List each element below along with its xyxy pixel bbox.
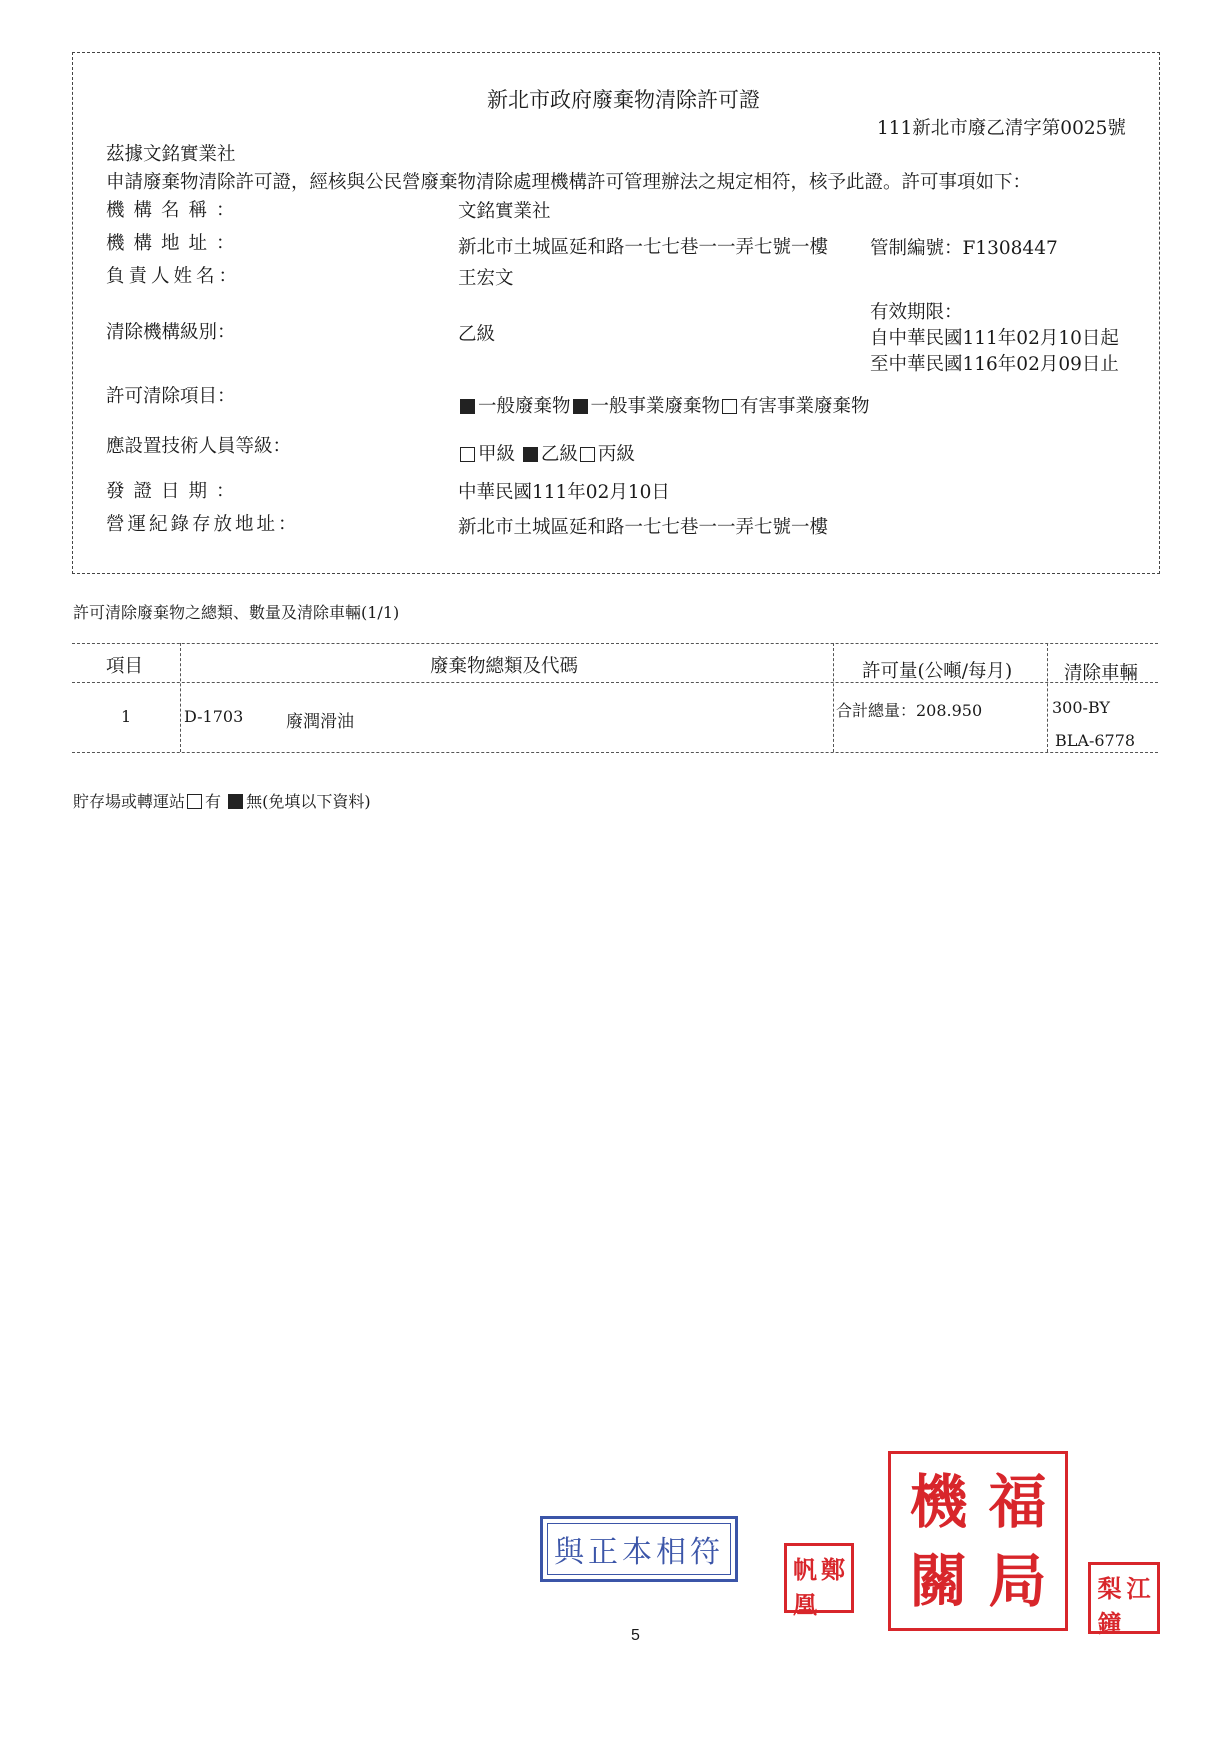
org-name-value: 文銘實業社 [458,201,551,222]
storage-no-checkbox [228,794,243,809]
owner-value: 王宏文 [458,268,514,289]
storage-no-label: 無(免填以下資料) [246,792,371,811]
tech-c-checkbox [580,447,595,462]
validity-to: 至中華民國116年02月09日止 [870,354,1119,375]
scope-options [458,392,870,418]
table-header-vehicles: 清除車輛 [1064,663,1139,684]
issue-date-value: 中華民國111年02月10日 [458,482,670,503]
seal-official [888,1451,1068,1631]
tech-a-label: 甲級 [478,444,516,465]
seal-char: 機 [909,1467,968,1536]
seal-char: 關 [909,1546,968,1615]
owner-label: 負責人姓名： [106,266,242,287]
control-number-label: 管制編號： [870,238,963,259]
table-row-quantity: 合計總量：208.950 [836,701,983,720]
seal-personal-2 [1088,1562,1160,1638]
validity-label: 有效期限： [870,302,963,323]
org-address-value: 新北市土城區延和路一七七巷一一弄七號一樓 [458,237,829,258]
scope-business-label: 一般事業廢棄物 [590,396,721,417]
table-header-quantity: 許可量(公噸/每月) [862,661,1013,682]
seal-char: 梨 [1097,1574,1122,1603]
org-address-label: 機構地址： [106,233,244,254]
table-row-item: 1 [121,707,132,726]
permit-number: 111新北市廢乙清字第0025號 [877,118,1126,139]
tech-level-label: 應設置技術人員等級： [106,436,292,457]
page-number: 5 [631,1627,640,1644]
seal-char: 局 [988,1546,1047,1615]
storage-yes-checkbox [187,794,202,809]
table-bottom-rule [72,752,1158,753]
table-top-rule [72,643,1158,644]
table-row-vehicle-2: BLA-6778 [1055,731,1136,750]
waste-table-caption: 許可清除廢棄物之總類、數量及清除車輛(1/1) [73,603,400,622]
table-header-item: 項目 [106,656,144,677]
intro-applicant: 茲據文銘實業社 [106,144,236,165]
table-header-waste: 廢棄物總類及代碼 [430,656,579,677]
seal-char: 鄭 [821,1555,845,1584]
record-address-label: 營運紀錄存放地址： [106,514,300,535]
seal-char: 凰 [793,1590,817,1619]
scope-hazardous-label: 有害事業廢棄物 [740,396,870,417]
tech-c-label: 丙級 [597,444,635,465]
storage-yes-label: 有 [205,792,222,811]
seal-char: 福 [988,1467,1047,1536]
table-col-divider [1047,643,1048,752]
org-name-label: 機構名稱： [106,200,244,221]
scope-label: 許可清除項目： [106,386,236,407]
tech-b-checkbox [523,447,538,462]
scope-general-checkbox [460,399,475,414]
record-address-value: 新北市土城區延和路一七七巷一一弄七號一樓 [458,517,829,538]
certified-copy-stamp: 與正本相符 [540,1516,738,1582]
level-value: 乙級 [458,324,496,345]
certificate-title: 新北市政府廢棄物清除許可證 [487,88,760,112]
storage-label: 貯存場或轉運站 [73,792,186,811]
table-col-divider [833,643,834,752]
scope-general-label: 一般廢棄物 [478,396,571,417]
intro-statement: 申請廢棄物清除許可證，經核與公民營廢棄物清除處理機構許可管理辦法之規定相符，核予此證。許可事項如下： [106,172,1032,193]
seal-char: 鐘 [1097,1609,1122,1638]
tech-level-options [458,440,635,466]
table-row-name: 廢潤滑油 [286,712,354,732]
validity-from: 自中華民國111年02月10日起 [870,328,1119,349]
control-number [870,234,1058,260]
issue-date-label: 發證日期： [106,481,244,502]
storage-line [73,789,371,812]
tech-b-label: 乙級 [540,444,578,465]
scope-hazardous-checkbox [722,399,737,414]
seal-char: 帆 [793,1555,817,1584]
seal-char: 江 [1126,1574,1151,1603]
scope-business-checkbox [573,399,588,414]
seal-personal-1 [784,1543,854,1619]
table-col-divider [180,643,181,752]
table-row-code: D-1703 [184,707,244,726]
level-label: 清除機構級別： [106,322,236,343]
control-number-value: F1308447 [962,238,1058,259]
tech-a-checkbox [460,447,475,462]
table-row-vehicle-1: 300-BY [1052,698,1110,717]
